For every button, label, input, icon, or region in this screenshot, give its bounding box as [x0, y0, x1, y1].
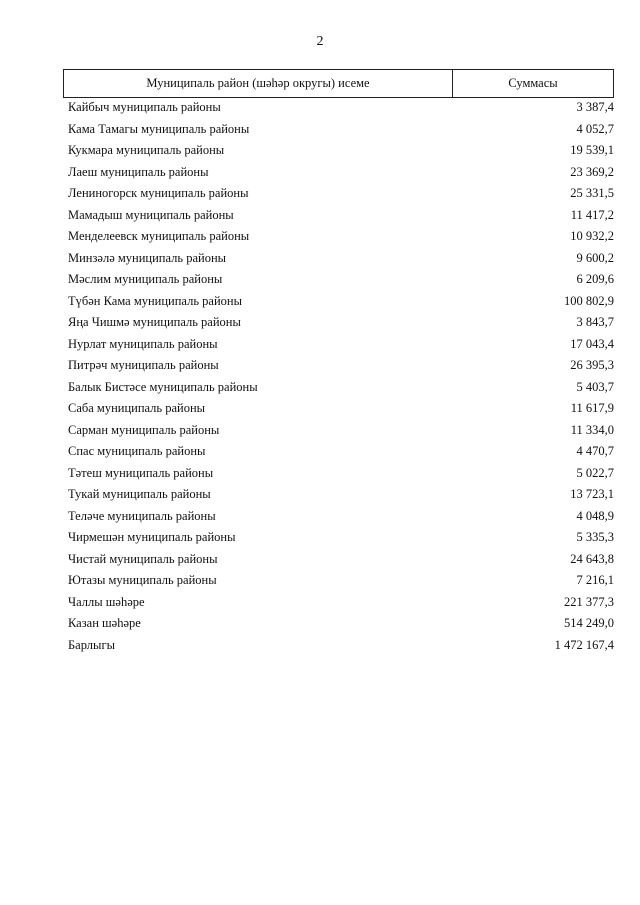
- table-row: [68, 269, 614, 291]
- table-row: [68, 355, 614, 377]
- table-body: [68, 97, 614, 656]
- column-header-sum: Суммасы: [508, 76, 558, 90]
- district-sum: 4 470,7: [576, 444, 614, 459]
- table-row: [68, 592, 614, 614]
- district-name: Саба муниципаль районы: [68, 401, 206, 416]
- district-sum: 221 377,3: [564, 594, 614, 609]
- district-sum: 24 643,8: [570, 551, 614, 566]
- district-sum: 26 395,3: [570, 358, 614, 373]
- district-sum: 5 403,7: [576, 379, 614, 394]
- table-row: [68, 635, 614, 657]
- district-name: Лаеш муниципаль районы: [68, 164, 209, 179]
- table-row: [68, 97, 614, 119]
- table-row: [68, 484, 614, 506]
- district-name: Чистай муниципаль районы: [68, 551, 218, 566]
- district-sum: 13 723,1: [570, 487, 614, 502]
- table-row: [68, 140, 614, 162]
- district-sum: 3 843,7: [576, 315, 614, 330]
- district-name: Балык Бистәсе муниципаль районы: [68, 379, 258, 394]
- district-name: Чаллы шәһәре: [68, 594, 145, 609]
- district-sum: 3 387,4: [576, 100, 614, 115]
- district-name: Питрәч муниципаль районы: [68, 358, 219, 373]
- district-sum: 23 369,2: [570, 164, 614, 179]
- table-row: [68, 119, 614, 141]
- district-sum: 11 617,9: [570, 401, 614, 416]
- district-name: Чирмешән муниципаль районы: [68, 530, 236, 545]
- table-row: [68, 291, 614, 313]
- table-row: [68, 506, 614, 528]
- district-name: Минзәлә муниципаль районы: [68, 250, 227, 265]
- district-sum: 1 472 167,4: [554, 637, 614, 652]
- table-row: [68, 312, 614, 334]
- district-name: Кайбыч муниципаль районы: [68, 100, 221, 115]
- table-row: [68, 613, 614, 635]
- district-name: Мәслим муниципаль районы: [68, 272, 223, 287]
- district-name: Ютазы муниципаль районы: [68, 573, 217, 588]
- district-name: Яңа Чишмә муниципаль районы: [68, 315, 241, 330]
- district-sum: 5 335,3: [576, 530, 614, 545]
- district-name: Кама Тамагы муниципаль районы: [68, 121, 250, 136]
- district-sum: 100 802,9: [564, 293, 614, 308]
- table-row: [68, 183, 614, 205]
- district-sum: 9 600,2: [576, 250, 614, 265]
- district-sum: 11 417,2: [570, 207, 614, 222]
- table-row: [68, 248, 614, 270]
- table-row: [68, 334, 614, 356]
- district-name: Тәтеш муниципаль районы: [68, 465, 214, 480]
- table-row: [68, 549, 614, 571]
- table-header: [63, 69, 614, 98]
- district-name: Менделеевск муниципаль районы: [68, 229, 250, 244]
- district-name: Нурлат муниципаль районы: [68, 336, 218, 351]
- district-sum: 4 048,9: [576, 508, 614, 523]
- table-row: [68, 463, 614, 485]
- table-row: [68, 162, 614, 184]
- page-number: 2: [316, 34, 324, 49]
- district-sum: 514 249,0: [564, 616, 614, 631]
- district-name: Мамадыш муниципаль районы: [68, 207, 234, 222]
- district-sum: 17 043,4: [570, 336, 614, 351]
- district-name: Кукмара муниципаль районы: [68, 143, 225, 158]
- district-sum: 5 022,7: [576, 465, 614, 480]
- table-row: [68, 377, 614, 399]
- district-sum: 6 209,6: [576, 272, 614, 287]
- district-sum: 25 331,5: [570, 186, 614, 201]
- table-row: [68, 570, 614, 592]
- district-name: Теләче муниципаль районы: [68, 508, 216, 523]
- district-name: Казан шәһәре: [68, 616, 141, 631]
- district-sum: 19 539,1: [570, 143, 614, 158]
- table-row: [68, 527, 614, 549]
- district-name: Барлыгы: [68, 637, 115, 652]
- district-name: Спас муниципаль районы: [68, 444, 206, 459]
- table-row: [68, 398, 614, 420]
- district-name: Тукай муниципаль районы: [68, 487, 211, 502]
- table-row: [68, 205, 614, 227]
- table-row: [68, 441, 614, 463]
- table-row: [68, 226, 614, 248]
- district-name: Түбән Кама муниципаль районы: [68, 293, 242, 308]
- column-header-name: Муниципаль район (шәһәр округы) исеме: [64, 70, 453, 97]
- district-name: Лениногорск муниципаль районы: [68, 186, 249, 201]
- district-sum: 10 932,2: [570, 229, 614, 244]
- district-sum: 11 334,0: [570, 422, 614, 437]
- district-name: Сарман муниципаль районы: [68, 422, 220, 437]
- district-sum: 7 216,1: [576, 573, 614, 588]
- table-row: [68, 420, 614, 442]
- district-sum: 4 052,7: [576, 121, 614, 136]
